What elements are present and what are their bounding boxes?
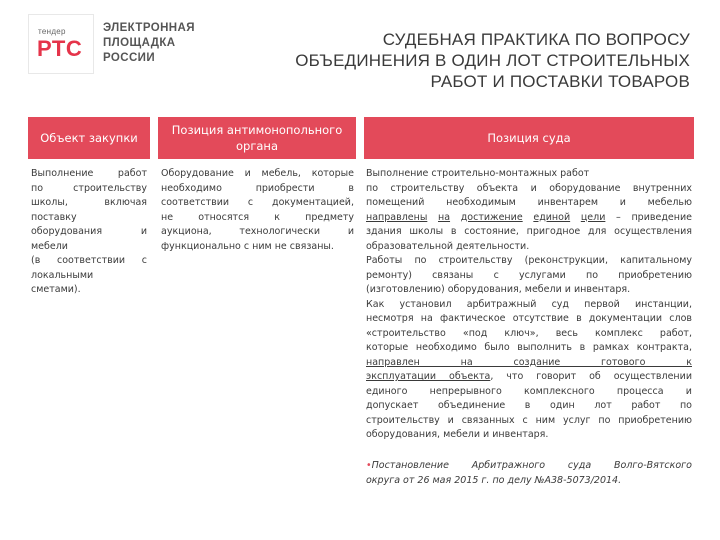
text-line: Выполнение строительно-монтажных работ: [366, 168, 590, 179]
footnote: [366, 459, 692, 488]
underlined-text: достижение: [460, 211, 523, 223]
text-span: , что говорит об осуществлении: [490, 371, 692, 382]
logo-mark: [28, 14, 94, 74]
text-line: сметами).: [31, 284, 81, 295]
text-line: по строительству: [31, 182, 147, 194]
text-line: по строительству объекта и оборудование внутренних: [366, 182, 692, 194]
title-line: РАБОТ И ПОСТАВКИ ТОВАРОВ: [430, 72, 690, 91]
text-line: допускает объединение в один лот работ по: [366, 400, 692, 411]
footnote-line: округа от 26 мая 2015 г. по делу №А38-5073/2014.: [366, 474, 622, 486]
text-line: «строительство «под ключ», весь комплекс работ,: [366, 327, 692, 339]
underlined-text: на: [438, 211, 451, 223]
text-line: мебели: [31, 240, 68, 252]
logo-name-line: ПЛОЩАДКА: [103, 37, 176, 49]
title-line: СУДЕБНАЯ ПРАКТИКА ПО ВОПРОСУ: [382, 30, 690, 49]
text-line: единого непрерывного комплексного процесса и: [366, 385, 692, 397]
antimonopoly-position-text: [161, 167, 354, 254]
text-line: аукциона, технологически и: [161, 226, 354, 237]
logo-tagline: тендер: [38, 27, 66, 36]
logo: [28, 14, 198, 76]
text-line: (в соответствии с: [31, 255, 147, 266]
header-purchase-object: Объект закупки: [28, 117, 150, 159]
text-line: [366, 211, 692, 226]
underlined-text-line: направлен на создание готового к: [366, 356, 692, 368]
underlined-text: эксплуатации объекта: [366, 371, 491, 382]
text-line: соответствии с документацией,: [161, 197, 354, 208]
title-line: ОБЪЕДИНЕНИЯ В ОДИН ЛОТ СТРОИТЕЛЬНЫХ: [295, 51, 690, 70]
logo-brand: РТС: [37, 36, 83, 61]
text-line: локальными: [31, 269, 94, 281]
bullet-icon: •: [366, 460, 372, 471]
logo-name-line: РОССИИ: [103, 52, 156, 64]
header-antimonopoly-position: Позиция антимонопольного органа: [158, 117, 356, 159]
text-line: Как установил арбитражный суд первой инстанции,: [366, 298, 692, 310]
text-line: строительству и связанных с ним услуг по приобретению: [366, 414, 692, 426]
text-line: необходимо приобрести в: [161, 182, 354, 194]
text-line: образовательной деятельности.: [366, 240, 530, 252]
text-line: несмотря на фактическое отсутствие в документации слов: [366, 313, 692, 324]
underlined-text: единой: [533, 211, 571, 223]
header-court-position: Позиция суда: [364, 117, 694, 159]
text-line: Работы по строительству (реконструкции, капитальному: [366, 255, 692, 266]
purchase-object-text: [31, 167, 147, 298]
footnote-text: Постановление Арбитражного суда Волго-Вятского: [371, 460, 692, 471]
text-line: оборудования и: [31, 226, 147, 237]
text-line: ремонту) связаны с услугами по приобретению: [366, 269, 692, 281]
text-line: помещений необходимым инвентарем и мебелью: [366, 197, 692, 208]
logo-name-line: ЭЛЕКТРОННАЯ: [103, 22, 195, 34]
text-line: Выполнение работ: [31, 168, 147, 179]
underlined-text: направлены: [366, 211, 428, 223]
logo-name: [103, 21, 195, 66]
text-line: поставку: [31, 211, 77, 223]
underlined-text: цели: [580, 211, 606, 223]
text-span: – приведение: [616, 211, 692, 223]
text-line: здания школы в состояние, пригодное для осуществления: [366, 226, 692, 237]
text-line: которые необходимо было выполнить в рамках контракта,: [366, 342, 692, 353]
text-line: школы, включая: [31, 197, 147, 208]
text-line: (изготовлению) оборудования, мебели и инвентаря.: [366, 284, 631, 295]
text-line: не относятся к предмету: [161, 211, 354, 223]
text-line: [366, 370, 692, 385]
footnote-line: [366, 459, 692, 474]
text-line: функционально с ним не связаны.: [161, 240, 334, 252]
text-line: Оборудование и мебель, которые: [161, 168, 354, 179]
text-line: оборудования, мебели и инвентаря.: [366, 429, 549, 440]
court-position-text: [366, 167, 692, 443]
page-title: [210, 29, 690, 92]
